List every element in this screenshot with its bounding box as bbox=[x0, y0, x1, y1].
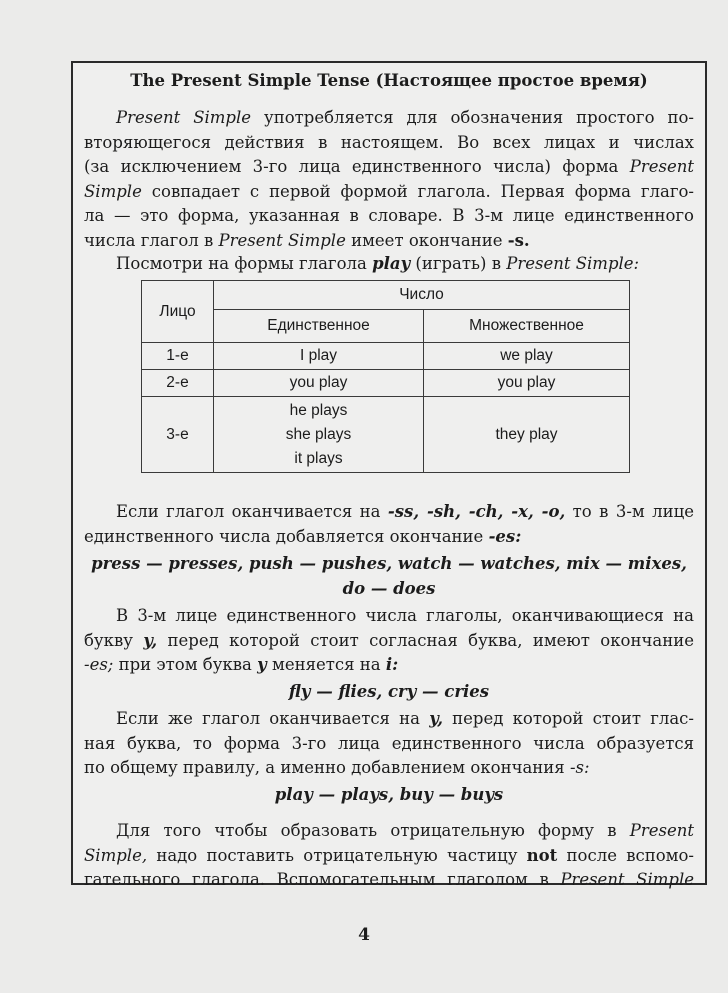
header-number: Число bbox=[214, 281, 630, 310]
play-forms-table bbox=[141, 280, 630, 473]
es-ending-rule: Если глагол оканчивается на -ss, -sh, -ch, -x, -o, то в 3-м лице единственного числа добавляется окончание -es: bbox=[84, 502, 694, 546]
table-row: 1-е I play we play bbox=[142, 343, 630, 370]
table-row: 2-е you play you play bbox=[142, 370, 630, 397]
table-row: 3-е he plays she plays it plays they play bbox=[142, 397, 630, 473]
intro-paragraph: Present Simple употребляется для обозначения простого по- вторяющегося действия в настоящем. Во всех лицах и числах (за исключением 3-го лица единственного числа) форма Present Simple совпадает с первой формой глагола. Первая форма глаго- ла — это форма, указанная в словаре. В 3-м лице единственного числа глагол в Present Simple имеет окончание -s. bbox=[84, 108, 694, 250]
y-vowel-rule: Если же глагол оканчивается на y, перед которой стоит глас- ная буква, то форма 3-го лица единственного числа образуется по общему правилу, а именно добавлением окончания -s: bbox=[84, 709, 694, 778]
page-number: 4 bbox=[358, 925, 370, 945]
play-forms-intro: Посмотри на формы глагола play (играть) в Present Simple: bbox=[116, 254, 640, 273]
vowel-y-examples: play — plays, buy — buys bbox=[274, 785, 504, 804]
header-singular: Единственное bbox=[214, 310, 424, 343]
y-examples: fly — flies, cry — cries bbox=[288, 682, 490, 701]
es-examples: press — presses, push — pushes, watch — watches, mix — mixes, do — does bbox=[91, 554, 687, 598]
header-person: Лицо bbox=[142, 281, 214, 343]
section-title: The Present Simple Tense (Настоящее простое время) bbox=[130, 71, 648, 90]
negative-form-rule: Для того чтобы образовать отрицательную форму в Present Simple, надо поставить отрицательную частицу not после вспомо- гательного глагола. Вспомогательным глаголом в Present Simple bbox=[84, 821, 694, 890]
header-plural: Множественное bbox=[424, 310, 630, 343]
y-consonant-rule: В 3-м лице единственного числа глаголы, оканчивающиеся на букву y, перед которой стоит согласная буква, имеют окончание -es; при этом буква y меняется на i: bbox=[84, 606, 694, 675]
